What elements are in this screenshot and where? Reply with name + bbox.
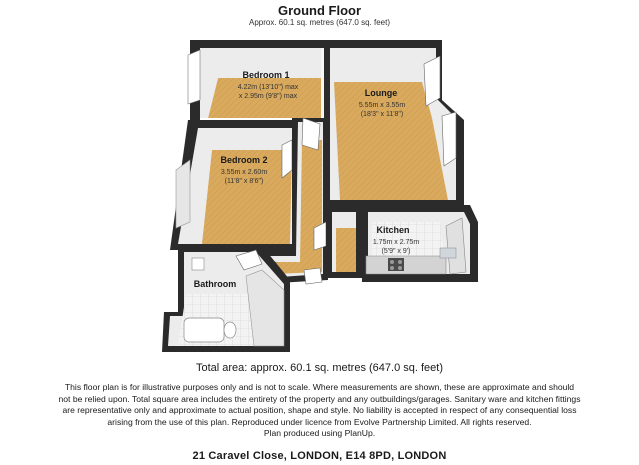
- disclaimer: [6, 382, 633, 440]
- basin-icon: [192, 258, 204, 270]
- bedroom-1-dim-2: x 2.95m (9'8") max: [238, 93, 298, 100]
- disclaimer-line: This floor plan is for illustrative purposes only and is not to scale. Where measurements are shown, these are approximate and should: [64, 382, 575, 392]
- bedroom-1-name: Bedroom 1: [242, 70, 290, 80]
- bedroom-1: [188, 40, 324, 125]
- bedroom-1-dim-1: 4.22m (13'10") max: [237, 84, 299, 91]
- property-address: 21 Caravel Close, LONDON, E14 8PD, LONDON: [192, 450, 447, 462]
- sink-icon: [440, 248, 456, 258]
- disclaimer-line: not be relied upon. Total square area includes the entirety of the property and any outbuildings/garages. Sanitary ware and kitchen fittings: [58, 393, 581, 404]
- disclaimer-line: Plan produced using PlanUp.: [263, 428, 376, 439]
- bedroom-2-dim-2: (11'8" x 8'6"): [224, 178, 264, 185]
- bath-icon: [184, 318, 224, 342]
- disclaimer-line: arising from the use of this plan. Reproduced under licence from Evolve Partnership Limited. All rights reserved.: [107, 416, 532, 427]
- floor-area: Approx. 60.1 sq. metres (647.0 sq. feet): [249, 18, 390, 27]
- bedroom-2-dim-1: 3.55m x 2.60m: [220, 169, 268, 176]
- kitchen-dim-2: (5'9" x 9'): [381, 248, 411, 255]
- floor-title: Ground Floor: [277, 3, 362, 18]
- lounge-dim-1: 5.55m x 3.55m: [358, 102, 406, 109]
- cupboard: [326, 205, 362, 278]
- bathroom: [162, 246, 290, 352]
- bedroom-2: [170, 120, 298, 250]
- kitchen-name: Kitchen: [376, 225, 410, 235]
- disclaimer-line: are representative only and approximate to actual position, shape and style. No liability is accepted in respect of any consequential loss: [62, 405, 577, 416]
- kitchen-dim-1: 1.75m x 2.75m: [372, 239, 420, 246]
- lounge-name: Lounge: [364, 88, 398, 98]
- toilet-icon: [224, 322, 236, 338]
- bathroom-name: Bathroom: [193, 279, 237, 289]
- bedroom-2-name: Bedroom 2: [220, 155, 268, 165]
- total-area: Total area: approx. 60.1 sq. metres (647.0 sq. feet): [195, 362, 444, 374]
- lounge: [324, 40, 464, 212]
- lounge-dim-2: (18'3" x 11'8"): [360, 111, 404, 118]
